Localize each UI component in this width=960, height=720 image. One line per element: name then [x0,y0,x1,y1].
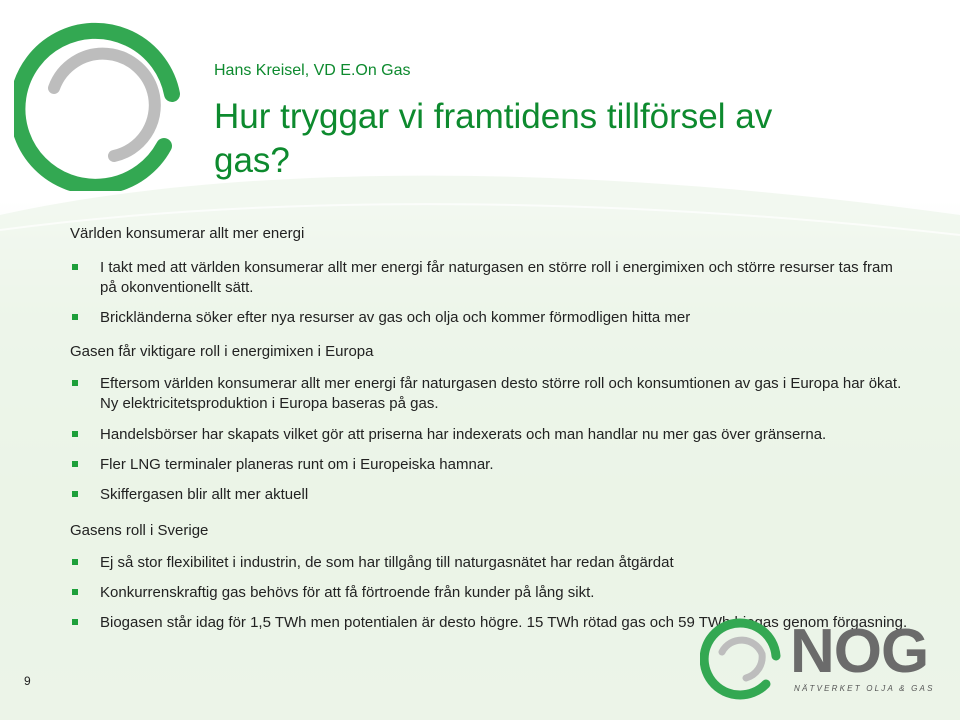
bullet-text: Biogasen står idag för 1,5 TWh men potentialen är desto högre. 15 TWh rötad gas och 59 TWh biogas genom förgasning. [100,614,908,631]
list-item [70,425,910,445]
bullet-text: Handelsbörser har skapats vilket gör att priserna har indexerats och man handlar nu mer gas över gränserna. [100,426,827,443]
author-line: Hans Kreisel, VD E.On Gas [214,62,411,79]
square-bullet-icon [72,380,78,386]
bullet-text: Eftersom världen konsumerar allt mer energi får naturgasen desto större roll och konsumtionen av gas i Europa har ökat. Ny elektricitetsproduktion i Europa baseras på gas. [100,375,902,412]
list-item [70,583,910,603]
square-bullet-icon [72,619,78,625]
bullet-text: Fler LNG terminaler planeras runt om i Europeiska hamnar. [100,456,494,473]
list-item [70,374,910,414]
section-heading-world-energy: Världen konsumerar allt mer energi [70,225,305,242]
nog-logo [700,616,950,706]
square-bullet-icon [72,589,78,595]
square-bullet-icon [72,431,78,437]
slide-title: Hur tryggar vi framtidens tillförsel av gas? [214,97,773,180]
nog-logo-tagline: NÄTVERKET OLJA & GAS [794,684,935,693]
nog-logo-text: NOG [790,617,929,686]
nog-ring-logo-icon [700,616,784,700]
list-item [70,258,910,298]
list-item [70,455,910,475]
bullet-list-europe [70,374,910,505]
bullet-text: Konkurrenskraftig gas behövs för att få förtroende från kunder på lång sikt. [100,584,595,601]
square-bullet-icon [72,314,78,320]
bullet-text: Skiffergasen blir allt mer aktuell [100,486,309,503]
section-heading-europe: Gasen får viktigare roll i energimixen i Europa [70,343,374,360]
slide-content [70,224,910,633]
square-bullet-icon [72,461,78,467]
section-heading-sweden: Gasens roll i Sverige [70,522,209,539]
square-bullet-icon [72,491,78,497]
square-bullet-icon [72,559,78,565]
square-bullet-icon [72,264,78,270]
bullet-text: Brickländerna söker efter nya resurser av gas och olja och kommer förmodligen hitta mer [100,309,691,326]
page-number: 9 [24,674,31,688]
list-item [70,485,910,505]
green-swirl-logo-icon [14,16,194,191]
list-item [70,553,910,573]
list-item [70,308,910,328]
bullet-text: Ej så stor flexibilitet i industrin, de som har tillgång till naturgasnätet har redan åtgärdat [100,554,674,571]
bullet-text: I takt med att världen konsumerar allt mer energi får naturgasen en större roll i energimixen och större resurser tas fram på okonventionellt sätt. [100,259,893,296]
bullet-list-world-energy [70,258,910,328]
